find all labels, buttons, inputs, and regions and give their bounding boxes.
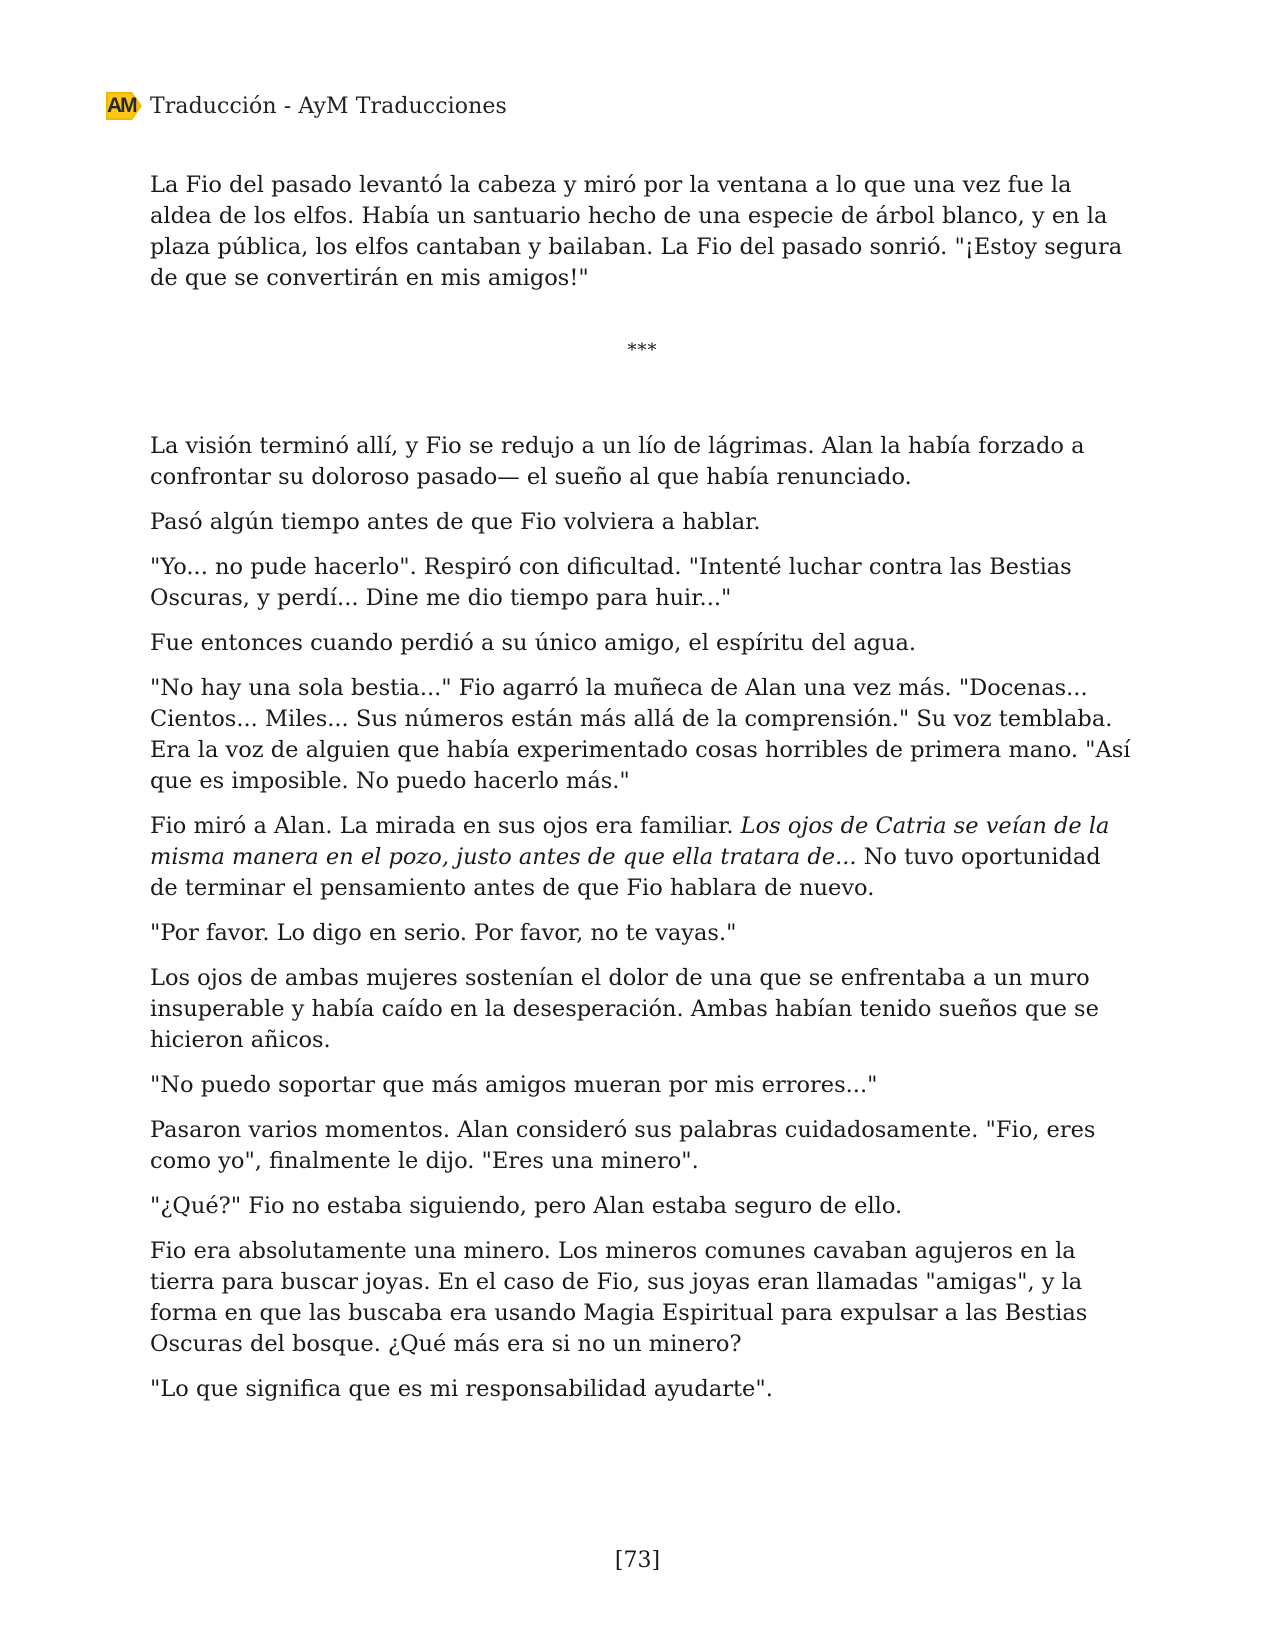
paragraph-7	[150, 811, 1135, 904]
paragraph-14: "Lo que significa que es mi responsabilidad ayudarte".	[150, 1376, 773, 1402]
page-header	[104, 88, 507, 124]
paragraph-2: La visión terminó allí, y Fio se redujo a un lío de lágrimas. Alan la había forzado a confrontar su doloroso pasado— el sueño al que había renunciado.	[150, 433, 1085, 490]
paragraph-10: "No puedo soportar que más amigos mueran por mis errores..."	[150, 1072, 878, 1098]
paragraph-8: "Por favor. Lo digo en serio. Por favor, no te vayas."	[150, 920, 737, 946]
logo-text: AM	[107, 94, 136, 117]
paragraph-9: Los ojos de ambas mujeres sostenían el dolor de una que se enfrentaba a un muro insuperable y había caído en la desesperación. Ambas habían tenido sueños que se hicieron añicos.	[150, 965, 1099, 1053]
aym-logo-icon	[104, 90, 144, 122]
paragraph-7-start: Fio miró a Alan. La mirada en sus ojos era familiar.	[150, 813, 741, 839]
paragraph-1: La Fio del pasado levantó la cabeza y miró por la ventana a lo que una vez fue la aldea de los elfos. Había un santuario hecho de una especie de árbol blanco, y en la plaza pública, los elfos cantaban y bailaban. La Fio del pasado sonrió. "¡Estoy segura de que se convertirán en mis amigos!"	[150, 172, 1123, 291]
scene-separator: ***	[627, 340, 658, 361]
page-number: [73]	[614, 1548, 661, 1573]
paragraph-11: Pasaron varios momentos. Alan consideró sus palabras cuidadosamente. "Fio, eres como yo", finalmente le dijo. "Eres una minero".	[150, 1117, 1096, 1174]
header-title: Traducción - AyM Traducciones	[150, 93, 507, 119]
document-body	[150, 170, 1135, 1419]
paragraph-5: Fue entonces cuando perdió a su único amigo, el espíritu del agua.	[150, 630, 917, 656]
paragraph-7-italic-thought: Los ojos de Catria se veían de la misma manera en el pozo, justo antes de que ella tratara de...	[150, 813, 1110, 870]
paragraph-12: "¿Qué?" Fio no estaba siguiendo, pero Alan estaba seguro de ello.	[150, 1193, 903, 1219]
paragraph-6: "No hay una sola bestia..." Fio agarró la muñeca de Alan una vez más. "Docenas... Cientos... Miles... Sus números están más allá de la comprensión." Su voz temblaba. Era la voz de alguien que había experimentado cosas horribles de primera mano. "Así que es imposible. No puedo hacerlo más."	[150, 675, 1131, 794]
paragraph-7-end: No tuvo oportunidad de terminar el pensamiento antes de que Fio hablara de nuevo.	[150, 844, 1101, 901]
paragraph-4: "Yo... no pude hacerlo". Respiró con dificultad. "Intenté luchar contra las Bestias Oscuras, y perdí... Dine me dio tiempo para huir..."	[150, 554, 1072, 611]
paragraph-3: Pasó algún tiempo antes de que Fio volviera a hablar.	[150, 509, 761, 535]
paragraph-13: Fio era absolutamente una minero. Los mineros comunes cavaban agujeros en la tierra para buscar joyas. En el caso de Fio, sus joyas eran llamadas "amigas", y la forma en que las buscaba era usando Magia Espiritual para expulsar a las Bestias Oscuras del bosque. ¿Qué más era si no un minero?	[150, 1238, 1088, 1357]
